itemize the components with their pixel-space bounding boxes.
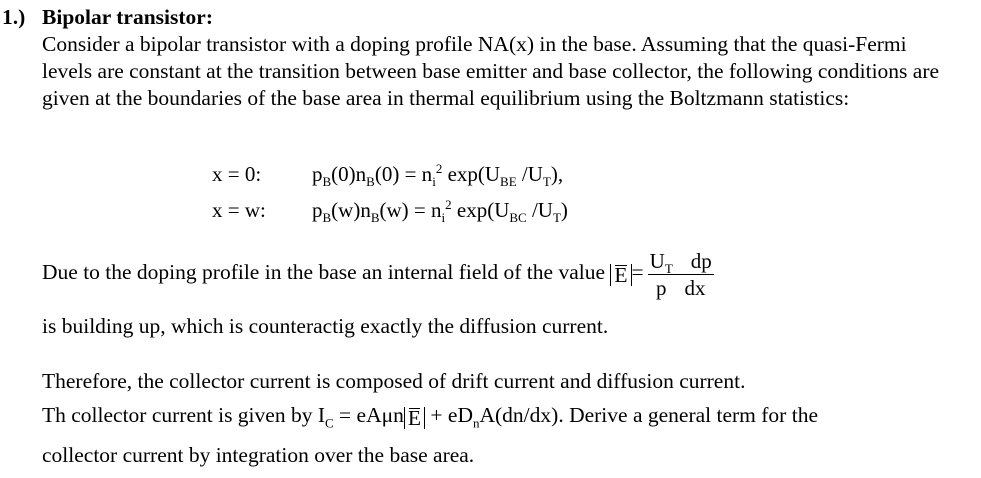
field-line-text: Due to the doping profile in the base an internal field of the value — [42, 260, 605, 284]
problem-number: 1.) — [2, 5, 26, 29]
condition-formula: $p_B(0)n_B(0) = n_i^2$ $\exp(U_{BE}$ $/U_T$), — [312, 161, 564, 190]
problem-title: Bipolar transistor: — [42, 5, 214, 29]
field-equals: = — [631, 260, 644, 284]
condition-label: x = 0: — [212, 162, 262, 186]
therefore-line: Therefore, the collector current is composed of drift current and diffusion current. — [42, 369, 746, 393]
fraction-numerator: $U_T$ dp — [649, 248, 712, 276]
field-line-post: is building up, which is counteractig exactly the diffusion current. — [42, 314, 609, 338]
fraction-denominator: p dx — [655, 275, 706, 300]
condition-label: x = w: — [212, 198, 266, 222]
field-line — [42, 246, 714, 299]
current-line: Th collector current is given by $I_C = eA\mu n$ $E + eD_nA(dn/dx)$. Derive a general term for the — [42, 403, 818, 431]
final-line: collector current by integration over the base area. — [42, 443, 475, 467]
field-magnitude — [610, 264, 631, 286]
field-magnitude — [404, 407, 425, 429]
problem-intro: Consider a bipolar transistor with a doping profile NA(x) in the base. Assuming that the quasi-Fermi levels are constant at the transition between base emitter and base collector, the following conditions are given at the boundaries of the base area in thermal equilibrium using the Boltzmann statistics: — [42, 32, 940, 110]
field-vector: E — [614, 263, 628, 287]
condition-formula: $p_B(w)n_B(w) = n_i^2$ $\exp(U_{BC}$ $/U_T$) — [312, 197, 568, 226]
field-fraction — [648, 250, 714, 299]
field-vector: E — [407, 406, 422, 430]
